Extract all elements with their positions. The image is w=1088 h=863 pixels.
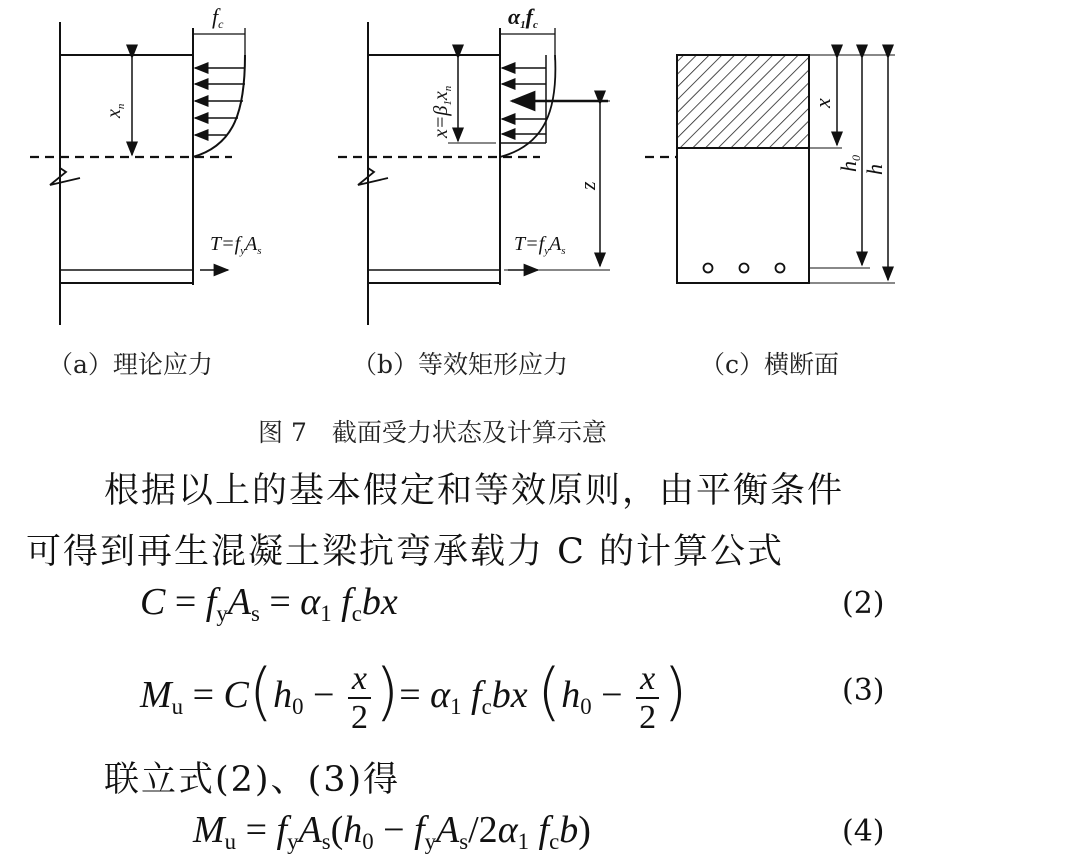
label-xn-a: $x_n$: [103, 103, 127, 118]
caption-c: （c）横断面: [700, 350, 840, 379]
label-z: z: [575, 181, 600, 190]
label-tension-b: $T=f_yA_s$: [514, 233, 566, 257]
caption-b: （b）等效矩形应力: [352, 350, 569, 379]
paragraph-line-2: 可得到再生混凝土梁抗弯承载力 C 的计算公式: [26, 532, 785, 572]
panel-b-equivalent-stress: [338, 22, 610, 325]
equation-3: $M_u = C(h_0$ − $\frac{x}{2}$ )= $\alpha_1$ $f_cbx$ ($h_0$ − $\frac{x}{2}$ ): [140, 655, 688, 737]
caption-a: （a）理论应力: [48, 350, 213, 379]
label-x-beta-xn: $x=\beta_1x_n$: [430, 85, 454, 138]
figure-title: 图 7 截面受力状态及计算示意: [258, 418, 607, 447]
label-alpha1-fc: α1fc: [508, 4, 538, 31]
equation-2-number: (2): [842, 586, 885, 621]
label-h0: h0: [836, 155, 863, 172]
joint-equations-text: 联立式(2)、(3)得: [104, 760, 401, 800]
equation-3-number: (3): [842, 673, 885, 708]
panel-a-theoretical-stress: [30, 22, 245, 325]
label-h: h: [862, 164, 887, 175]
label-x-c: x: [810, 98, 835, 108]
paragraph-line-1: 根据以上的基本假定和等效原则，由平衡条件: [104, 471, 845, 511]
equation-4: $M_u = f_yA_s(h_0 - f_yA_s/2\alpha_1$ $f_cb$): [193, 809, 591, 854]
equation-4-number: (4): [842, 814, 885, 849]
label-fc: fc: [212, 4, 224, 31]
label-tension-a: $T=f_yA_s$: [210, 233, 262, 257]
section-stress-figure: [0, 0, 1088, 330]
equation-2: $C = f_yA_s = \alpha_1$ $f_cbx$: [140, 581, 398, 626]
